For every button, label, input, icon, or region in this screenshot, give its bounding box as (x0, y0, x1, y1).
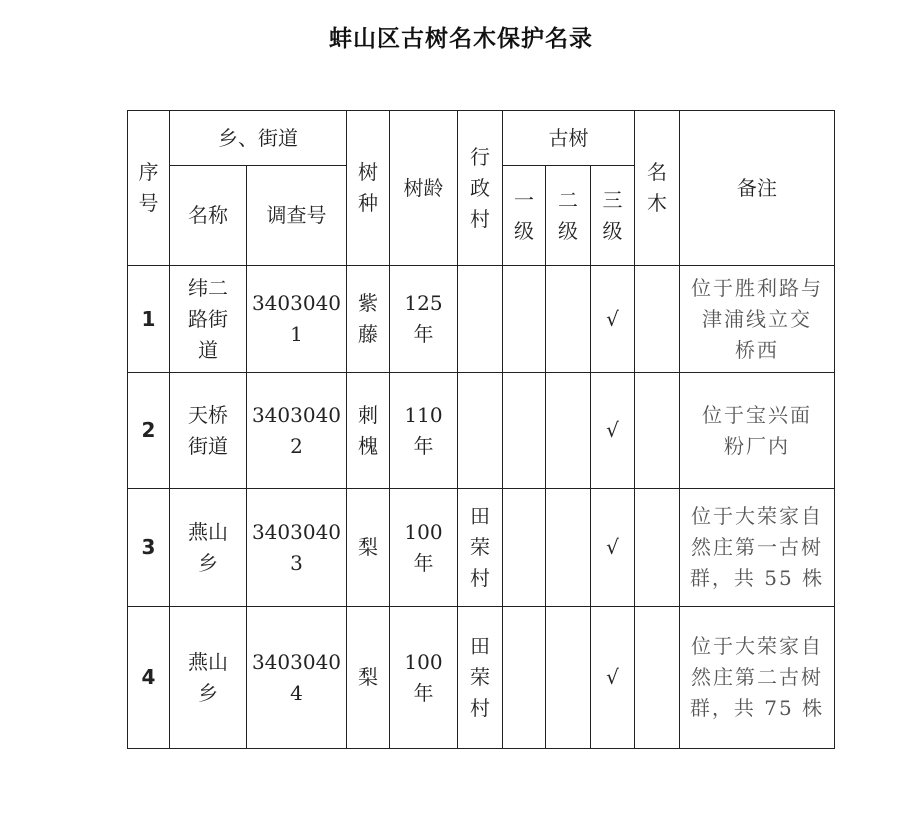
row-age: 125 年 (404, 291, 443, 346)
row-age: 100 年 (404, 649, 443, 705)
row-age: 100 年 (404, 519, 443, 575)
header-famous-tree: 名 木 (635, 111, 680, 266)
row-name: 燕山 乡 (188, 649, 228, 705)
row-survey-no: 3403040 1 (251, 291, 342, 346)
row-age: 110 年 (404, 402, 443, 458)
header-village: 行 政 村 (458, 111, 503, 266)
row-survey-no: 3403040 3 (251, 519, 342, 575)
row-village: 田 荣 村 (470, 504, 490, 590)
table-row (128, 489, 835, 607)
table-row (128, 266, 835, 373)
page-title: 蚌山区古树名木保护名录 (329, 26, 593, 52)
row-level-2 (546, 373, 591, 489)
header-level-2: 二 级 (546, 166, 591, 266)
table-row (128, 373, 835, 489)
row-species: 紫 藤 (358, 291, 378, 346)
header-name: 名称 (170, 166, 247, 266)
row-level-3-check: √ (591, 489, 635, 607)
row-level-3-check: √ (591, 607, 635, 749)
row-survey-no: 3403040 4 (251, 649, 342, 705)
row-seq: 3 (128, 489, 170, 607)
row-level-1 (503, 607, 546, 749)
row-famous (635, 266, 680, 373)
row-level-1 (503, 266, 546, 373)
row-level-1 (503, 489, 546, 607)
row-village: 田 荣 村 (470, 634, 490, 720)
row-seq: 1 (128, 266, 170, 373)
header-age: 树龄 (390, 111, 458, 266)
header-township-street: 乡、街道 (170, 111, 347, 166)
header-species: 树 种 (347, 111, 390, 266)
row-level-2 (546, 607, 591, 749)
row-survey-no: 3403040 2 (251, 402, 342, 458)
row-level-1 (503, 373, 546, 489)
row-name: 纬二 路街 道 (188, 275, 228, 362)
row-famous (635, 373, 680, 489)
row-level-2 (546, 266, 591, 373)
row-note: 位于胜利路与 津浦线立交 桥西 (691, 275, 823, 362)
row-note: 位于大荣家自 然庄第二古树 群，共 75 株 (689, 634, 825, 720)
row-famous (635, 607, 680, 749)
header-note: 备注 (680, 111, 835, 266)
row-famous (635, 489, 680, 607)
row-seq: 4 (128, 607, 170, 749)
header-ancient-tree: 古树 (503, 111, 635, 166)
row-name: 天桥 街道 (188, 402, 228, 458)
registry-table (127, 110, 835, 749)
row-level-3-check: √ (591, 373, 635, 489)
row-species: 刺 槐 (358, 402, 378, 458)
row-seq: 2 (128, 373, 170, 489)
header-row-1 (128, 111, 835, 166)
table-row (128, 607, 835, 749)
header-level-3: 三 级 (591, 166, 635, 266)
header-survey-no: 调查号 (247, 166, 347, 266)
row-note: 位于宝兴面 粉厂内 (702, 402, 812, 458)
row-species: 梨 (358, 665, 378, 689)
row-note: 位于大荣家自 然庄第一古树 群，共 55 株 (689, 504, 825, 590)
header-level-1: 一 级 (503, 166, 546, 266)
row-level-2 (546, 489, 591, 607)
row-level-3-check: √ (591, 266, 635, 373)
row-name: 燕山 乡 (188, 519, 228, 575)
header-seq: 序 号 (128, 111, 170, 266)
row-species: 梨 (358, 535, 378, 559)
